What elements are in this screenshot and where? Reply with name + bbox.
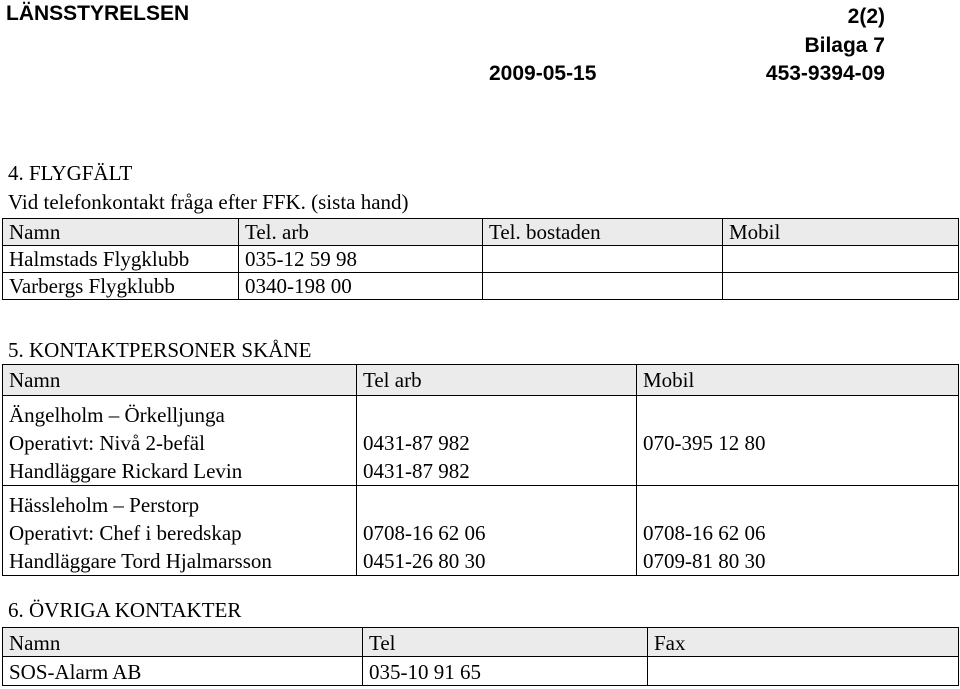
mobile-number: 0709-81 80 30 (643, 549, 766, 573)
column-header: Tel. arb (239, 219, 483, 246)
phone-number (363, 491, 636, 519)
contact-role: Operativt: Chef i beredskap (9, 521, 242, 545)
column-header: Fax (648, 628, 959, 657)
section-note: Vid telefonkontakt fråga efter FFK. (sista hand) (8, 190, 409, 214)
phone-number: 0451-26 80 30 (363, 549, 486, 573)
table-row (3, 657, 959, 686)
organization-name: LÄNSSTYRELSEN (6, 2, 190, 25)
column-header: Namn (3, 219, 239, 246)
contact-role: Handläggare Tord Hjalmarsson (9, 549, 272, 573)
mobile-number (643, 401, 958, 429)
table-cell: Halmstads Flygklubb (3, 246, 239, 273)
airfield-table (2, 218, 959, 300)
table-cell (483, 246, 723, 273)
section-title-flygfalt: 4. FLYGFÄLT (8, 161, 133, 185)
table-header-row (3, 219, 959, 246)
column-header: Tel. bostaden (483, 219, 723, 246)
page-number: 2(2) (847, 5, 885, 28)
table-row (3, 486, 959, 576)
column-header: Tel (363, 628, 648, 657)
mobile-number (643, 457, 958, 485)
table-cell (723, 246, 959, 273)
contact-role: Operativt: Nivå 2-befäl (9, 431, 205, 455)
column-header: Mobil (637, 365, 959, 396)
table-row (3, 273, 959, 300)
document-number: 453-9394-09 (765, 62, 885, 85)
table-cell: SOS-Alarm AB (3, 657, 363, 686)
phone-number: 0708-16 62 06 (363, 521, 486, 545)
mobile-number (643, 491, 958, 519)
column-header: Tel arb (357, 365, 637, 396)
table-row (3, 246, 959, 273)
other-contacts-table (2, 627, 959, 686)
column-header: Namn (3, 365, 357, 396)
area-name: Ängelholm – Örkelljunga (9, 403, 225, 427)
name-cell (3, 396, 357, 486)
mobile-cell (637, 486, 959, 576)
table-cell: 035-10 91 65 (363, 657, 648, 686)
table-row (3, 396, 959, 486)
name-cell (3, 486, 357, 576)
phone-number (363, 401, 636, 429)
phone-cell (357, 396, 637, 486)
contacts-table (2, 364, 959, 576)
phone-cell (357, 486, 637, 576)
table-cell: 035-12 59 98 (239, 246, 483, 273)
section-title-kontaktpersoner: 5. KONTAKTPERSONER SKÅNE (8, 338, 312, 362)
table-cell (648, 657, 959, 686)
mobile-number: 0708-16 62 06 (643, 521, 766, 545)
table-header-row (3, 365, 959, 396)
phone-number: 0431-87 982 (363, 431, 470, 455)
section-title-ovriga: 6. ÖVRIGA KONTAKTER (8, 598, 242, 622)
area-name: Hässleholm – Perstorp (9, 493, 200, 517)
column-header: Namn (3, 628, 363, 657)
appendix-label: Bilaga 7 (804, 34, 885, 57)
table-header-row (3, 628, 959, 657)
table-cell (723, 273, 959, 300)
mobile-cell (637, 396, 959, 486)
contact-role: Handläggare Rickard Levin (9, 459, 243, 483)
column-header: Mobil (723, 219, 959, 246)
table-cell: Varbergs Flygklubb (3, 273, 239, 300)
table-cell (483, 273, 723, 300)
phone-number: 0431-87 982 (363, 459, 470, 483)
table-cell: 0340-198 00 (239, 273, 483, 300)
mobile-number: 070-395 12 80 (643, 431, 766, 455)
document-date: 2009-05-15 (489, 62, 597, 85)
